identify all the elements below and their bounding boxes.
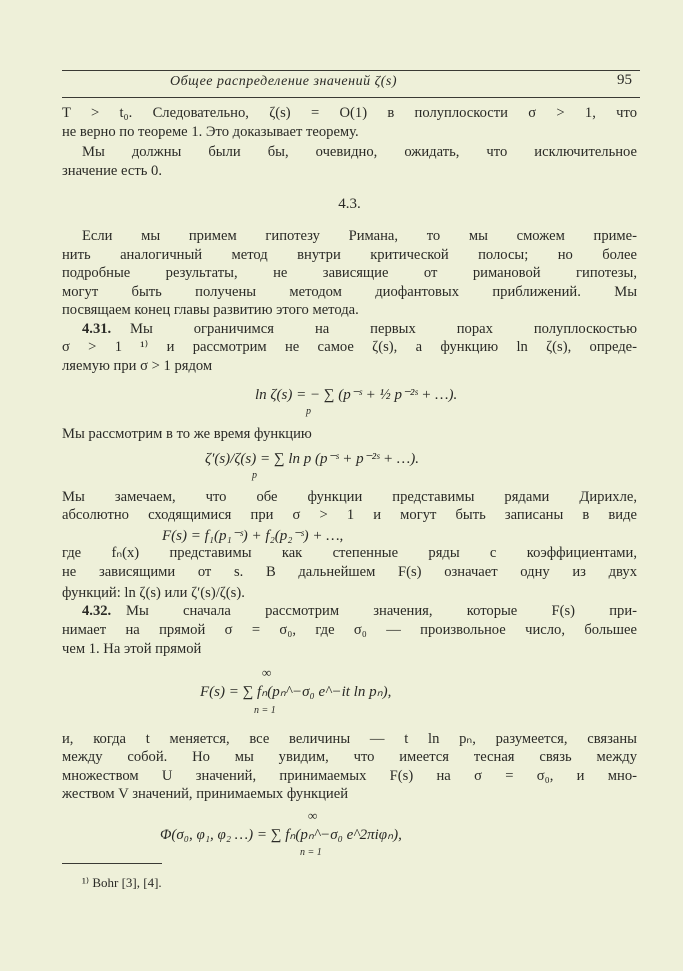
subsection-number: 4.32. (82, 603, 112, 619)
footnote: ¹⁾ Bohr [3], [4]. (82, 875, 162, 890)
text-line: жеством V значений, принимаемых функцией (62, 786, 349, 802)
text-line: множеством U значений, принимаемых F(s) на σ = σ₀, и мно- (62, 768, 637, 784)
equation-sum-upper: ∞ (262, 665, 272, 680)
text-line: не зависящими от s. В дальнейшем F(s) означает одну из двух (62, 564, 637, 580)
footnote-rule (62, 863, 162, 864)
text-line: Если мы примем гипотезу Римана, то мы сможем приме- (82, 228, 637, 244)
text-line: между собой. Но мы увидим, что имеется тесная связь между (62, 749, 637, 765)
equation-dirichlet-form: F(s) = f₁(p₁⁻ˢ) + f₂(p₂⁻ˢ) + …, (162, 528, 344, 544)
text-line: могут быть получены методом диофантовых приближений. Мы (62, 284, 637, 300)
equation-sum-lower: n = 1 (254, 705, 276, 716)
equation-phi: Φ(σ₀, φ₁, φ₂ …) = ∑ fₙ(pₙ^−σ₀ e^2πiφₙ), (160, 827, 402, 843)
text-line: нить аналогичный метод внутри критической полосы; но более (62, 247, 637, 263)
text-line: ляемую при σ > 1 рядом (62, 358, 213, 374)
text-line: подробные результаты, не зависящие от римановой гипотезы, (62, 265, 637, 281)
equation-sum-upper: ∞ (308, 808, 318, 823)
text-line: функций: ln ζ(s) или ζ′(s)/ζ(s). (62, 585, 245, 601)
equation-sum-index: p (306, 406, 311, 417)
text-line: Мы рассмотрим в то же время функцию (62, 426, 312, 442)
text-line: не верно по теореме 1. Это доказывает теорему. (62, 124, 359, 140)
text-line: Мы замечаем, что обе функции представимы рядами Дирихле, (62, 489, 637, 505)
equation-sum-lower: n = 1 (300, 847, 322, 858)
text-line: нимает на прямой σ = σ₀, где σ₀ — произвольное число, большее (62, 622, 637, 638)
equation-F-on-line: F(s) = ∑ fₙ(pₙ^−σ₀ e^−it ln pₙ), (200, 684, 392, 700)
running-title: Общее распределение значений ζ(s) (170, 74, 398, 89)
page-number: 95 (617, 72, 632, 88)
text-line: Мы должны были бы, очевидно, ожидать, что исключительное (82, 144, 637, 160)
equation-sum-index: p (252, 470, 257, 481)
equation-log-zeta: ln ζ(s) = − ∑ (p⁻ˢ + ½ p⁻²ˢ + …). (255, 387, 458, 403)
text-line: Мы сначала рассмотрим значения, которые F(s) при- (126, 603, 637, 619)
header-bottom-rule (62, 97, 640, 98)
text-line: σ > 1 ¹⁾ и рассмотрим не самое ζ(s), а функцию ln ζ(s), опреде- (62, 339, 637, 355)
text-line: значение есть 0. (62, 163, 162, 179)
text-line: абсолютно сходящимися при σ > 1 и могут быть записаны в виде (62, 507, 637, 523)
header-top-rule (62, 70, 640, 71)
section-heading: 4.3. (338, 196, 361, 212)
text-line: Мы ограничимся на первых порах полуплоскостью (130, 321, 637, 337)
text-line: посвящаем конец главы развитию этого метода. (62, 302, 359, 318)
equation-log-derivative: ζ′(s)/ζ(s) = ∑ ln p (p⁻ˢ + p⁻²ˢ + …). (205, 451, 419, 467)
text-line: где fₙ(x) представимы как степенные ряды с коэффициентами, (62, 545, 637, 561)
text-line: T > t₀. Следовательно, ζ(s) = O(1) в полуплоскости σ > 1, что (62, 105, 637, 121)
text-line: чем 1. На этой прямой (62, 641, 202, 657)
text-line: и, когда t меняется, все величины — t ln pₙ, разумеется, связаны (62, 731, 637, 747)
subsection-number: 4.31. (82, 321, 112, 337)
